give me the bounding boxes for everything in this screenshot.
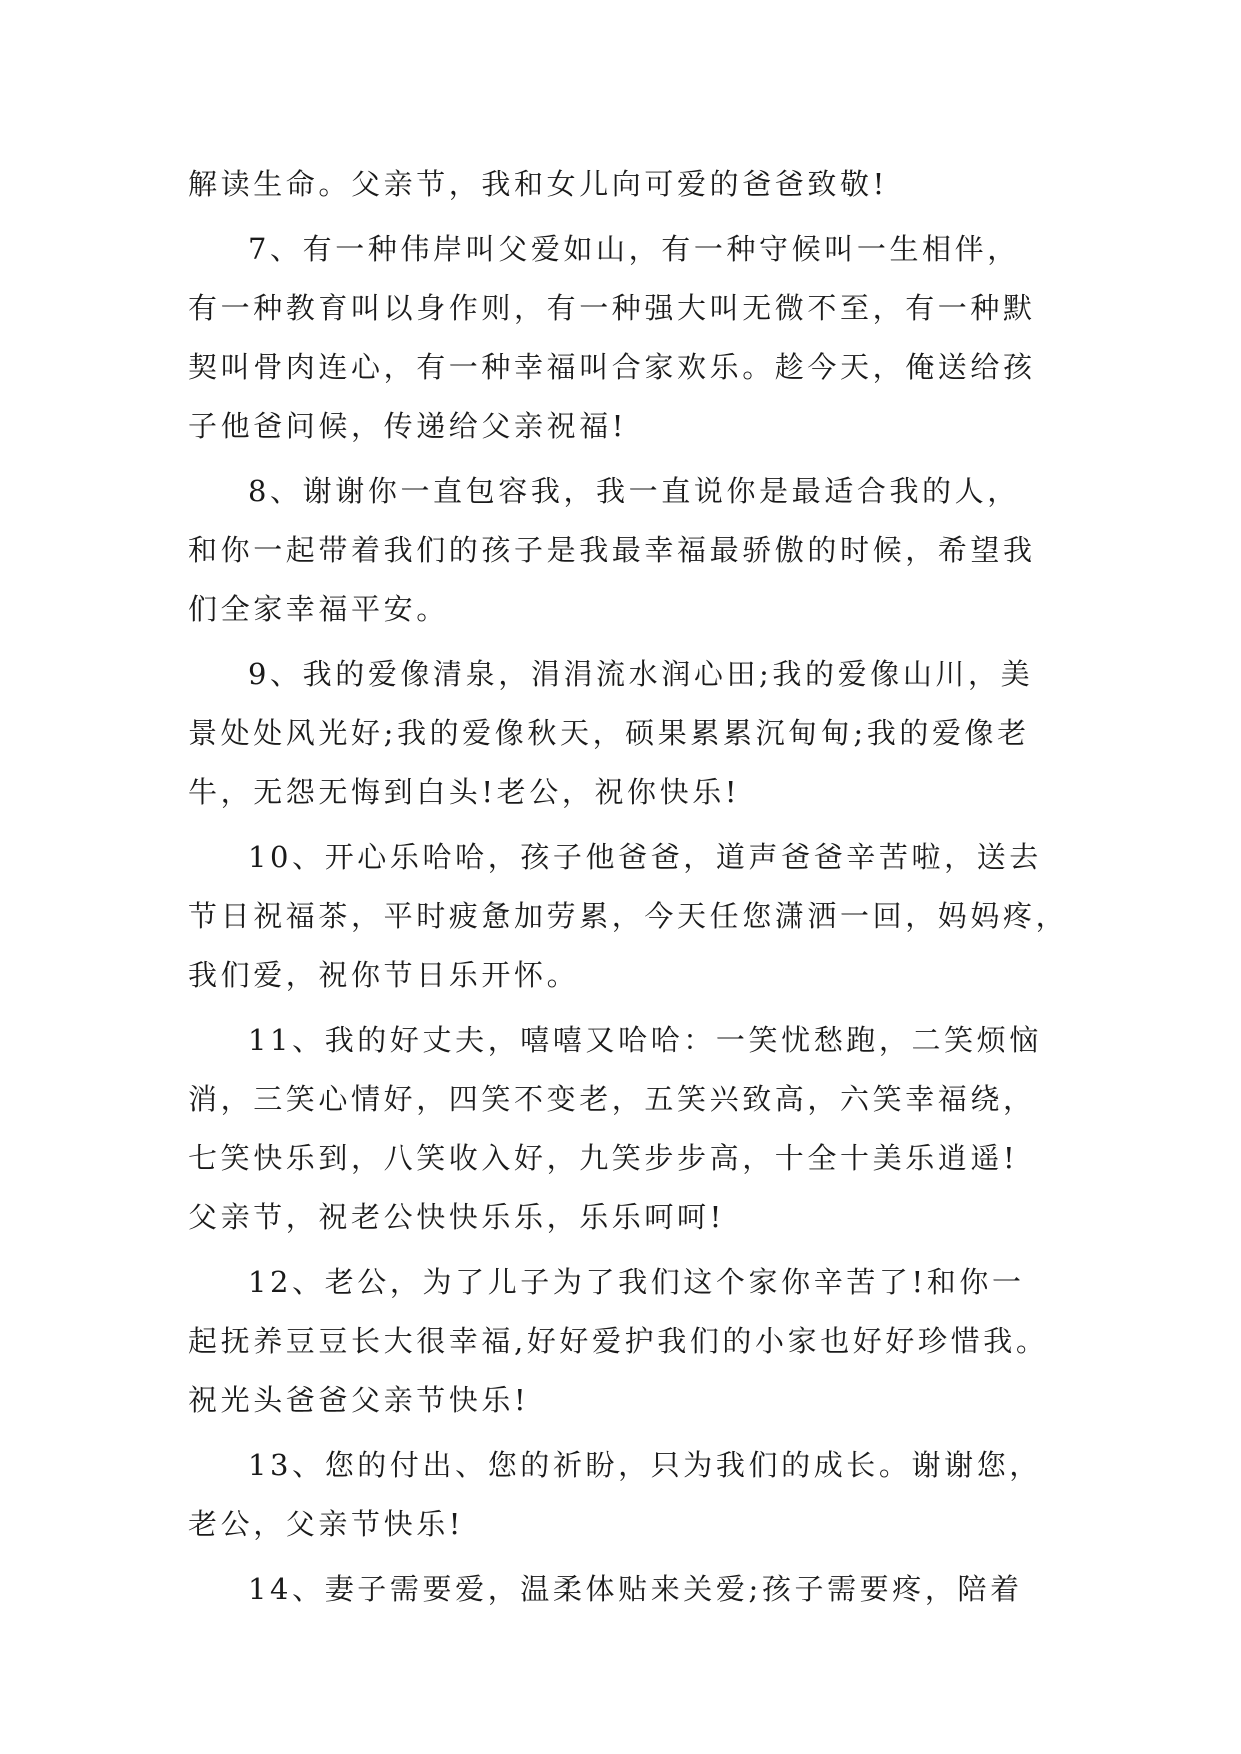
text-line: 和你一起带着我们的孩子是我最幸福最骄傲的时候，希望我 (188, 533, 1036, 567)
text-line: 牛，无怨无悔到白头!老公，祝你快乐! (188, 775, 741, 809)
text-line: 老公，父亲节快乐! (188, 1507, 465, 1541)
text-line: 13、您的付出、您的祈盼，只为我们的成长。谢谢您， (248, 1448, 1042, 1482)
text-line: 12、老公，为了儿子为了我们这个家你辛苦了!和你一 (248, 1265, 1025, 1299)
text-line: 有一种教育叫以身作则，有一种强大叫无微不至，有一种默 (188, 291, 1036, 325)
paragraph (188, 462, 1058, 639)
paragraph (188, 1253, 1058, 1430)
text-line: 8、谢谢你一直包容我，我一直说你是最适合我的人， (248, 474, 1020, 508)
paragraph (188, 1560, 1058, 1619)
paragraph (188, 155, 1058, 214)
paragraph (188, 828, 1069, 1005)
text-line: 子他爸问候，传递给父亲祝福! (188, 409, 628, 443)
text-line: 解读生命。父亲节，我和女儿向可爱的爸爸致敬! (188, 167, 888, 201)
text-line: 景处处风光好;我的爱像秋天，硕果累累沉甸甸;我的爱像老 (188, 716, 1030, 750)
document-body (188, 155, 1069, 1619)
text-line: 9、我的爱像清泉，涓涓流水润心田;我的爱像山川，美 (248, 657, 1034, 691)
text-line: 祝光头爸爸父亲节快乐! (188, 1383, 530, 1417)
paragraph (188, 220, 1058, 456)
text-line: 七笑快乐到，八笑收入好，九笑步步高，十全十美乐逍遥! (188, 1141, 1019, 1175)
text-line: 10、开心乐哈哈，孩子他爸爸，道声爸爸辛苦啦，送去 (248, 840, 1042, 874)
text-line: 我们爱，祝你节日乐开怀。 (188, 958, 580, 992)
text-line: 7、有一种伟岸叫父爱如山，有一种守候叫一生相伴， (248, 232, 1020, 266)
text-line: 父亲节，祝老公快快乐乐，乐乐呵呵! (188, 1200, 725, 1234)
paragraph (188, 645, 1058, 822)
text-line: 契叫骨肉连心，有一种幸福叫合家欢乐。趁今天，俺送给孩 (188, 350, 1036, 384)
text-line: 们全家幸福平安。 (188, 592, 449, 626)
text-line: 起抚养豆豆长大很幸福,好好爱护我们的小家也好好珍惜我。 (188, 1324, 1049, 1358)
paragraph (188, 1011, 1058, 1247)
text-line: 节日祝福茶，平时疲惫加劳累，今天任您潇洒一回，妈妈疼， (188, 899, 1069, 933)
text-line: 11、我的好丈夫，嘻嘻又哈哈：一笑忧愁跑，二笑烦恼 (248, 1023, 1042, 1057)
text-line: 14、妻子需要爱，温柔体贴来关爱;孩子需要疼，陪着 (248, 1572, 1023, 1606)
paragraph (188, 1436, 1058, 1554)
text-line: 消，三笑心情好，四笑不变老，五笑兴致高，六笑幸福绕， (188, 1082, 1036, 1116)
